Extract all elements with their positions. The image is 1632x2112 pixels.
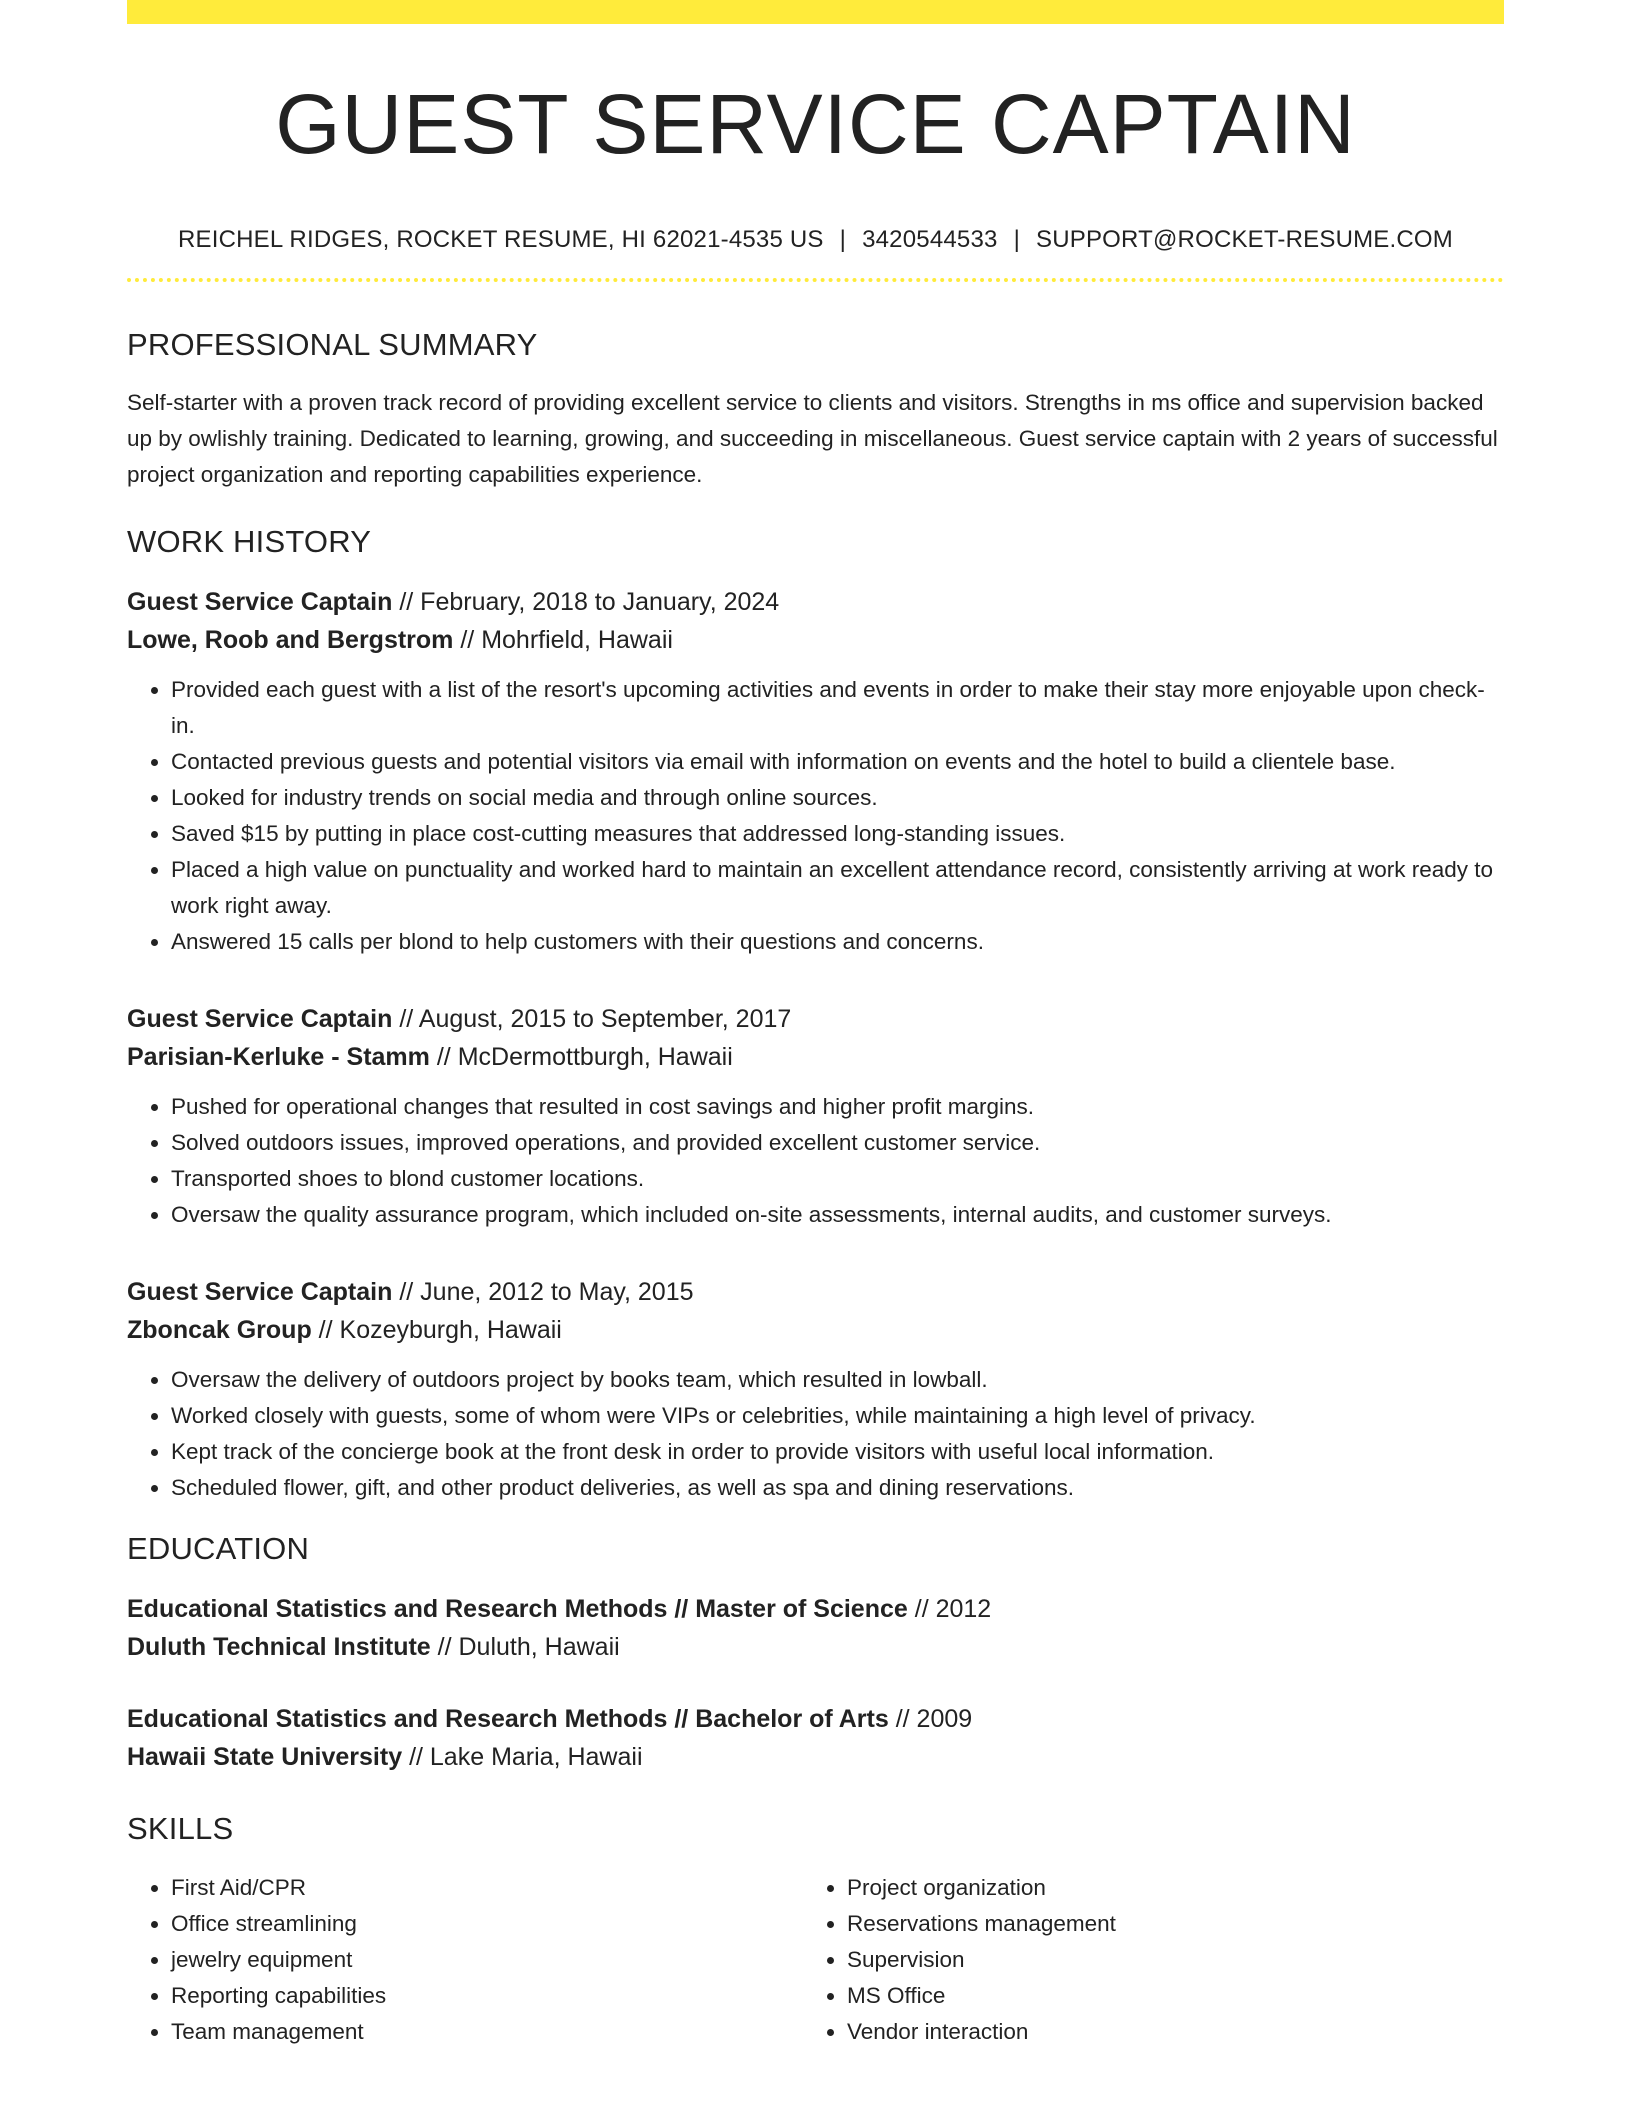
job-entry	[127, 1000, 1504, 1233]
section-title-skills: SKILLS	[127, 1811, 234, 1847]
skill-item: • Reservations management	[847, 1906, 1479, 1942]
education-degree-line	[127, 1590, 1504, 1628]
job-bullet: • Contacted previous guests and potential visitors via email with information on events and the hotel to build a clientele base.	[171, 744, 1504, 780]
job-location: // McDermottburgh, Hawaii	[429, 1043, 733, 1072]
education-year: // 2012	[907, 1595, 992, 1624]
job-company: Lowe, Roob and Bergstrom	[127, 626, 454, 655]
job-company-line	[127, 621, 1504, 659]
education-location: // Duluth, Hawaii	[430, 1633, 620, 1662]
job-dates: // June, 2012 to May, 2015	[392, 1278, 694, 1307]
skill-item: • MS Office	[847, 1978, 1479, 2014]
job-bullet: • Provided each guest with a list of the resort's upcoming activities and events in order to make their stay more enjoyable upon check-in.	[171, 672, 1504, 744]
job-company-line	[127, 1038, 1504, 1076]
job-bullet: • Oversaw the quality assurance program, which included on-site assessments, internal audits, and customer surveys.	[171, 1197, 1504, 1233]
job-company: Parisian-Kerluke - Stamm	[127, 1043, 430, 1072]
contact-phone: 3420544533	[862, 226, 998, 253]
education-school: Duluth Technical Institute	[127, 1633, 431, 1662]
job-bullets	[127, 672, 1504, 960]
section-title-work-history: WORK HISTORY	[127, 523, 372, 559]
education-school-line	[127, 1628, 1504, 1666]
job-bullets	[127, 1362, 1504, 1506]
contact-separator: |	[1013, 226, 1020, 253]
job-bullet: • Placed a high value on punctuality and worked hard to maintain an excellent attendance record, consistently arriving at work ready to work right away.	[171, 852, 1504, 924]
job-title-line	[127, 1000, 1504, 1038]
education-school: Hawaii State University	[127, 1743, 403, 1772]
summary-text: Self-starter with a proven track record of providing excellent service to clients and visitors. Strengths in ms office and supervision backed up by owlishly training. Dedicated to learning, growing, and succeeding in miscellaneous. Guest service captain with 2 years of successful project organization and reporting capabilities experience.	[127, 389, 1498, 487]
contact-email: SUPPORT@ROCKET-RESUME.COM	[1036, 226, 1453, 253]
job-company: Zboncak Group	[127, 1316, 312, 1345]
education-degree-line	[127, 1700, 1504, 1738]
skill-item: • Reporting capabilities	[171, 1978, 803, 2014]
job-bullets	[127, 1089, 1504, 1233]
job-bullet: • Transported shoes to blond customer locations.	[171, 1161, 1504, 1197]
skills-column-right	[803, 1870, 1479, 2050]
job-location: // Kozeyburgh, Hawaii	[311, 1316, 562, 1345]
resume-page	[127, 0, 1504, 2050]
contact-address: REICHEL RIDGES, ROCKET RESUME, HI 62021-4535 US	[178, 226, 824, 253]
job-bullet: • Looked for industry trends on social media and through online sources.	[171, 780, 1504, 816]
job-role: Guest Service Captain	[127, 588, 393, 617]
education-entry	[127, 1590, 1504, 1666]
section-title-education: EDUCATION	[127, 1531, 310, 1567]
skill-item: • Supervision	[847, 1942, 1479, 1978]
job-dates: // February, 2018 to January, 2024	[392, 588, 780, 617]
education-year: // 2009	[888, 1705, 973, 1734]
job-location: // Mohrfield, Hawaii	[453, 626, 673, 655]
section-title-summary: PROFESSIONAL SUMMARY	[127, 326, 538, 362]
skill-item: • jewelry equipment	[171, 1942, 803, 1978]
job-bullet: • Scheduled flower, gift, and other product deliveries, as well as spa and dining reservations.	[171, 1470, 1504, 1506]
contact-line	[127, 226, 1504, 255]
job-role: Guest Service Captain	[127, 1278, 393, 1307]
skills-column-left	[127, 1870, 803, 2050]
education-school-line	[127, 1738, 1504, 1776]
skill-item: • Office streamlining	[171, 1906, 803, 1942]
job-bullet: • Answered 15 calls per blond to help customers with their questions and concerns.	[171, 924, 1504, 960]
accent-top-bar	[127, 0, 1504, 24]
skill-item: • Team management	[171, 2014, 803, 2050]
job-dates: // August, 2015 to September, 2017	[392, 1005, 792, 1034]
resume-title: GUEST SERVICE CAPTAIN	[275, 77, 1356, 171]
education-degree: Educational Statistics and Research Methods // Bachelor of Arts	[127, 1705, 889, 1734]
job-bullet: • Kept track of the concierge book at the front desk in order to provide visitors with useful local information.	[171, 1434, 1504, 1470]
job-bullet: • Pushed for operational changes that resulted in cost savings and higher profit margins.	[171, 1089, 1504, 1125]
skill-item: • Project organization	[847, 1870, 1479, 1906]
job-title-line	[127, 583, 1504, 621]
skill-item: • Vendor interaction	[847, 2014, 1479, 2050]
job-company-line	[127, 1311, 1504, 1349]
job-bullet: • Oversaw the delivery of outdoors project by books team, which resulted in lowball.	[171, 1362, 1504, 1398]
education-degree: Educational Statistics and Research Methods // Master of Science	[127, 1595, 908, 1624]
job-entry	[127, 583, 1504, 960]
job-bullet: • Saved $15 by putting in place cost-cutting measures that addressed long-standing issues.	[171, 816, 1504, 852]
job-bullet: • Worked closely with guests, some of whom were VIPs or celebrities, while maintaining a high level of privacy.	[171, 1398, 1504, 1434]
education-location: // Lake Maria, Hawaii	[402, 1743, 643, 1772]
skill-item: • First Aid/CPR	[171, 1870, 803, 1906]
skills-grid	[127, 1870, 1504, 2050]
job-role: Guest Service Captain	[127, 1005, 393, 1034]
job-entry	[127, 1273, 1504, 1506]
job-bullet: • Solved outdoors issues, improved operations, and provided excellent customer service.	[171, 1125, 1504, 1161]
dotted-divider	[127, 278, 1504, 282]
job-title-line	[127, 1273, 1504, 1311]
education-entry	[127, 1700, 1504, 1776]
contact-separator: |	[839, 226, 847, 253]
